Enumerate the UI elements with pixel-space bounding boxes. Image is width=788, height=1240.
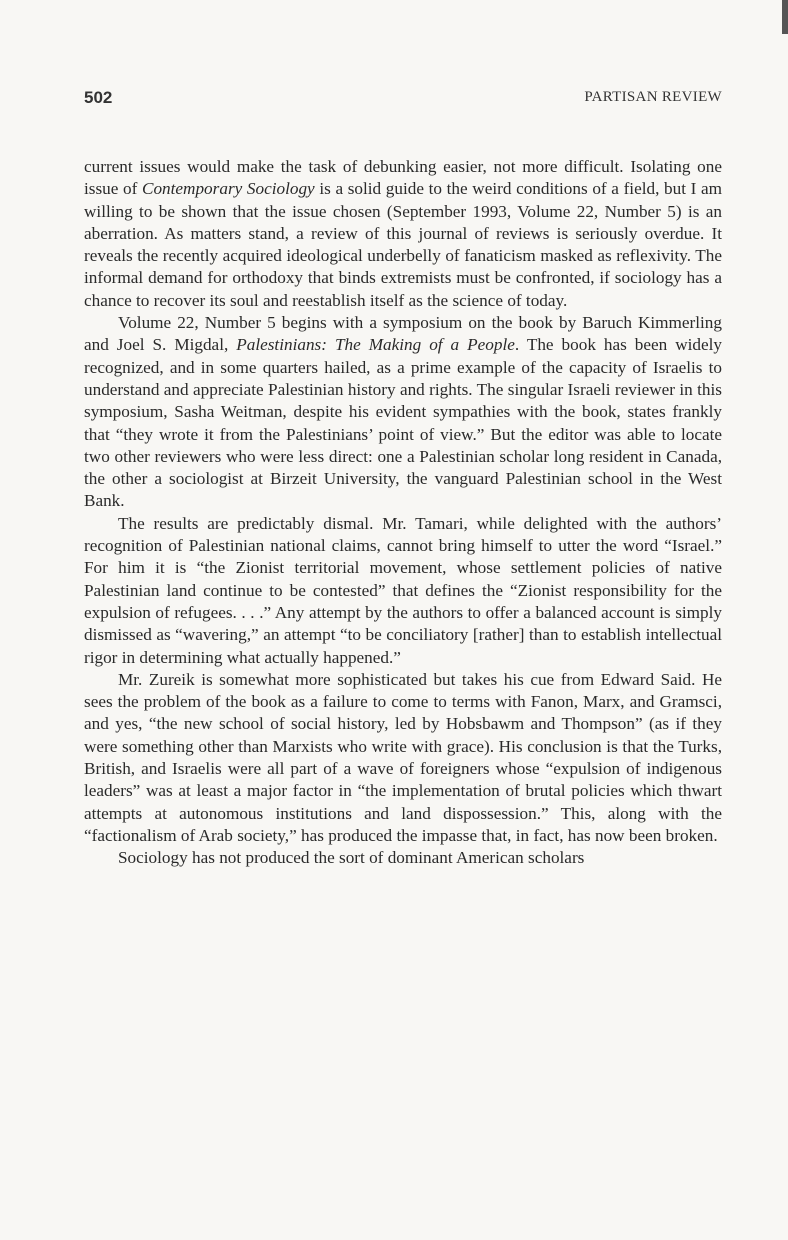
page-number: 502 [84,88,113,107]
text-segment: . The book has been widely recognized, and in some quarters hailed, as a prime example of the capacity of Israelis to understand and appreciate Palestinian history and rights. The singular Israeli reviewer in this symposium, Sasha Weitman, despite his evident sympathies with the book, states frankly that “they wrote it from the Palestinians’ point of view.” But the editor was able to locate two other reviewers who were less direct: one a Palestinian scholar long resident in Canada, the other a sociologist at Birzeit University, the vanguard Palestinian school in the West Bank. [84,335,723,511]
paragraph-2 [84,312,722,513]
text-segment: Mr. Zureik is somewhat more sophisticated but takes his cue from Edward Said. He sees the problem of the book as a failure to come to terms with Fanon, Marx, and Gramsci, and yes, “the new school of social history, led by Hobsbawm and Thompson” (as if they were something other than Marxists who write with grace). His conclusion is that the Turks, British, and Israelis were all part of a wave of foreigners whose “expulsion of indigenous leaders” was at least a major factor in “the implementation of brutal policies which thwart attempts at autonomous institutions and land dispossession.” This, along with the “factionalism of Arab society,” has produced the impasse that, in fact, has now been broken. [84,669,722,845]
book-title: Palestinians: The Making of a People [236,335,515,355]
paragraph-4 [84,669,722,847]
running-head: PARTISAN REVIEW [584,89,722,105]
text-segment: Sociology has not produced the sort of dominant American scholars [118,848,585,868]
text-segment: current issues would make the task of debunking easier, not more difficult. Isolating one issue of [84,157,722,199]
paragraph-1 [84,156,722,312]
text-segment: The results are predictably dismal. Mr. Tamari, while delighted with the authors’ recognition of Palestinian national claims, cannot bring himself to utter the word “Israel.” For him it is “the Zionist territorial movement, whose settlement policies of native Palestinian land continue to be contested” that defines the “Zionist responsibility for the expulsion of refugees. . . .” Any attempt by the authors to offer a balanced account is simply dismissed as “wavering,” an attempt “to be conciliatory [rather] than to establish intellectual rigor in determining what actually happened.” [84,513,722,667]
page-edge-mark [782,0,788,34]
paragraph-5 [84,847,722,869]
journal-title: Contemporary Sociology [142,179,315,199]
text-segment: is a solid guide to the weird conditions of a field, but I am willing to be shown that the issue chosen (September 1993, Volume 22, Number 5) is an aberration. As matters stand, a review of this journal of reviews is seriously overdue. It reveals the recently acquired ideological underbelly of fanaticism masked as reflexivity. The informal demand for orthodoxy that binds extremists must be confronted, if sociology has a chance to recover its soul and reestablish itself as the science of today. [84,179,722,310]
paragraph-3 [84,513,722,669]
body-text [84,156,722,870]
text-segment: Volume 22, Number 5 begins with a symposium on the book by Baruch Kimmerling and Joel S. Migdal, [84,313,722,355]
page-header [84,88,722,112]
